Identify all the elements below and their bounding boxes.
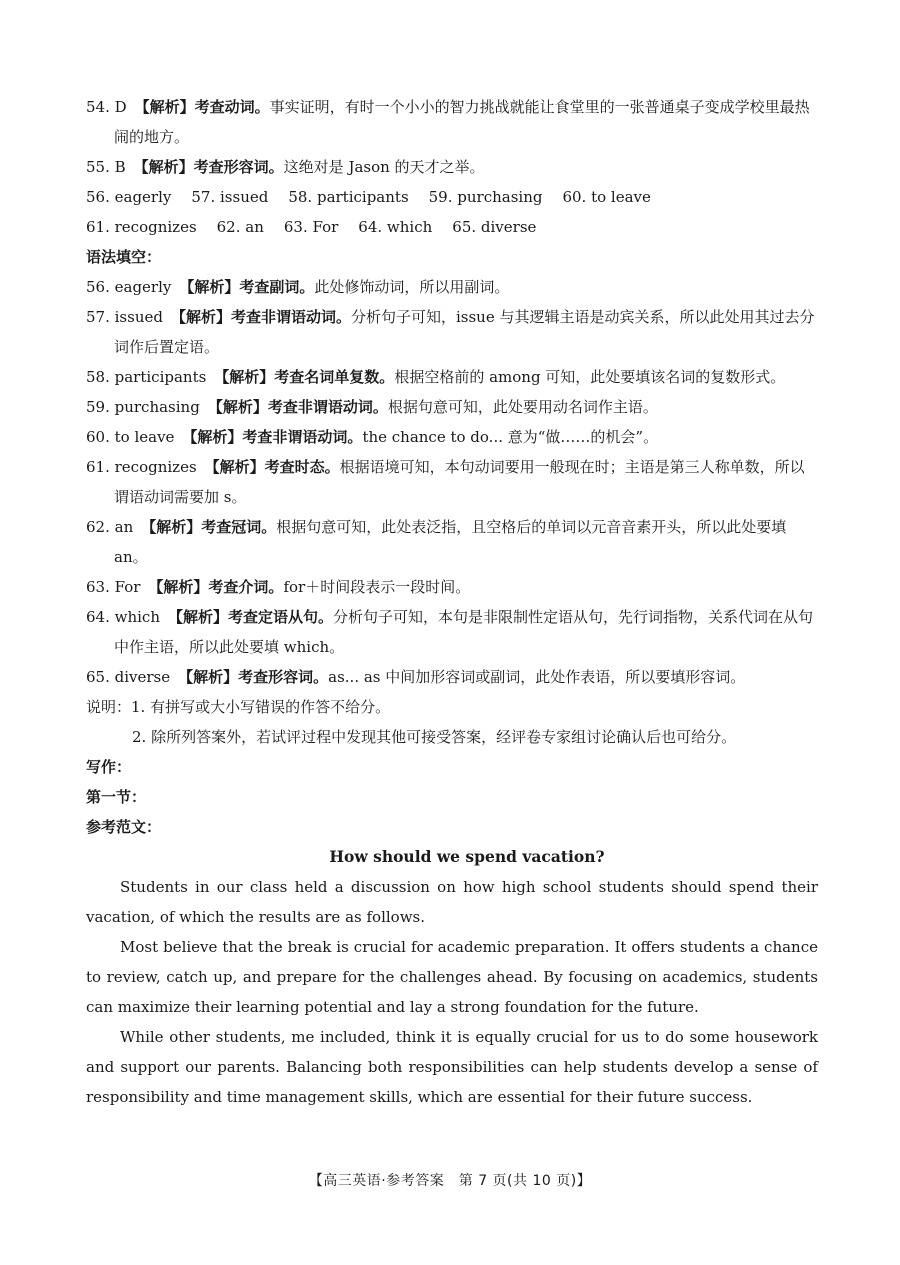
answer-explanation: 根据语境可知，本句动词要用一般现在时；主语是第三人称单数，所以谓语动词需要加 s。 [114, 458, 805, 506]
answer-list-61-65 [86, 212, 818, 242]
grammar-item [86, 662, 818, 692]
answer-analysis-tag: 【解析】考查时态。 [204, 458, 340, 476]
essay-paragraph: While other students, me included, think it is equally crucial for us to do some housework and support our parents. Balancing both responsibilities can help students develop a sense of responsibility and time management skills, which are essential for their future success. [86, 1028, 818, 1106]
answer-number: 57. issued [86, 308, 163, 326]
answer-item-54 [86, 92, 818, 152]
answer-explanation: as... as 中间加形容词或副词，此处作表语，所以要填形容词。 [328, 668, 746, 686]
answer-list-item: 63. For [283, 218, 339, 236]
answer-list-item: 56. eagerly [86, 188, 172, 206]
answer-list-item: 60. to leave [562, 188, 651, 206]
answer-number: 58. participants [86, 368, 207, 386]
essay-paragraph: Students in our class held a discussion on how high school students should spend their vacation, of which the results are as follows. [86, 878, 818, 926]
sample-heading: 参考范文： [86, 818, 162, 836]
grammar-item [86, 302, 818, 362]
answer-list-item: 59. purchasing [428, 188, 543, 206]
answer-number: 59. purchasing [86, 398, 200, 416]
note-line-1: 说明：1. 有拼写或大小写错误的作答不给分。 [86, 698, 391, 716]
section-heading: 第一节： [86, 788, 147, 806]
answer-number: 55. B [86, 158, 126, 176]
writing-heading: 写作： [86, 758, 132, 776]
answer-list-item: 62. an [216, 218, 264, 236]
answer-number: 61. recognizes [86, 458, 197, 476]
answer-analysis-tag: 【解析】考查定语从句。 [167, 608, 333, 626]
essay-title: How should we spend vacation? [329, 847, 605, 866]
answer-number: 62. an [86, 518, 134, 536]
grammar-item [86, 362, 818, 392]
answer-analysis-tag: 【解析】考查副词。 [179, 278, 315, 296]
essay-paragraph: Most believe that the break is crucial for academic preparation. It offers students a chance to review, catch up, and prepare for the challenges ahead. By focusing on academics, students can maximize their learning potential and lay a strong foundation for the future. [86, 938, 818, 1016]
grammar-item [86, 572, 818, 602]
answer-analysis-tag: 【解析】考查名词单复数。 [214, 368, 395, 386]
answer-number: 54. D [86, 98, 127, 116]
grammar-item [86, 512, 818, 572]
answer-number: 65. diverse [86, 668, 171, 686]
note-line-2: 2. 除所列答案外，若试评过程中发现其他可接受答案，经评卷专家组讨论确认后也可给分。 [132, 728, 737, 746]
answer-list-item: 57. issued [191, 188, 269, 206]
answer-analysis-tag: 【解析】考查形容词。 [133, 158, 284, 176]
answer-explanation: 这绝对是 Jason 的天才之举。 [283, 158, 485, 176]
grammar-heading: 语法填空： [86, 248, 162, 266]
grammar-item [86, 452, 818, 512]
answer-list-item: 61. recognizes [86, 218, 197, 236]
grammar-item [86, 272, 818, 302]
answer-number: 60. to leave [86, 428, 175, 446]
answer-number: 64. which [86, 608, 160, 626]
page-footer: 【高三英语·参考答案 第 7 页(共 10 页)】 [308, 1173, 592, 1189]
grammar-item [86, 392, 818, 422]
answer-list-item: 65. diverse [452, 218, 537, 236]
answer-explanation: 分析句子可知，本句是非限制性定语从句，先行词指物，关系代词在从句中作主语，所以此处要填 which。 [114, 608, 814, 656]
answer-item-55 [86, 152, 818, 182]
answer-analysis-tag: 【解析】考查动词。 [134, 98, 270, 116]
answer-explanation: 分析句子可知，issue 与其逻辑主语是动宾关系，所以此处用其过去分词作后置定语。 [114, 308, 815, 356]
answer-list-56-60 [86, 182, 818, 212]
answer-explanation: 根据空格前的 among 可知，此处要填该名词的复数形式。 [394, 368, 786, 386]
grammar-item [86, 422, 818, 452]
grammar-item [86, 602, 818, 662]
answer-analysis-tag: 【解析】考查冠词。 [141, 518, 277, 536]
answer-number: 63. For [86, 578, 141, 596]
answer-analysis-tag: 【解析】考查形容词。 [178, 668, 329, 686]
answer-explanation: the chance to do... 意为“做……的机会”。 [362, 428, 659, 446]
answer-list-item: 58. participants [288, 188, 409, 206]
answer-analysis-tag: 【解析】考查非谓语动词。 [170, 308, 351, 326]
answer-explanation: for＋时间段表示一段时间。 [283, 578, 471, 596]
answer-analysis-tag: 【解析】考查非谓语动词。 [207, 398, 388, 416]
answer-explanation: 根据句意可知，此处表泛指，且空格后的单词以元音音素开头，所以此处要填 an。 [114, 518, 787, 566]
answer-number: 56. eagerly [86, 278, 172, 296]
answer-list-item: 64. which [358, 218, 433, 236]
answer-analysis-tag: 【解析】考查介词。 [148, 578, 284, 596]
answer-explanation: 事实证明，有时一个小小的智力挑战就能让食堂里的一张普通桌子变成学校里最热闹的地方。 [114, 98, 810, 146]
answer-explanation: 根据句意可知，此处要用动名词作主语。 [387, 398, 658, 416]
answer-explanation: 此处修饰动词，所以用副词。 [314, 278, 510, 296]
answer-analysis-tag: 【解析】考查非谓语动词。 [182, 428, 363, 446]
answer-page [86, 92, 818, 1112]
